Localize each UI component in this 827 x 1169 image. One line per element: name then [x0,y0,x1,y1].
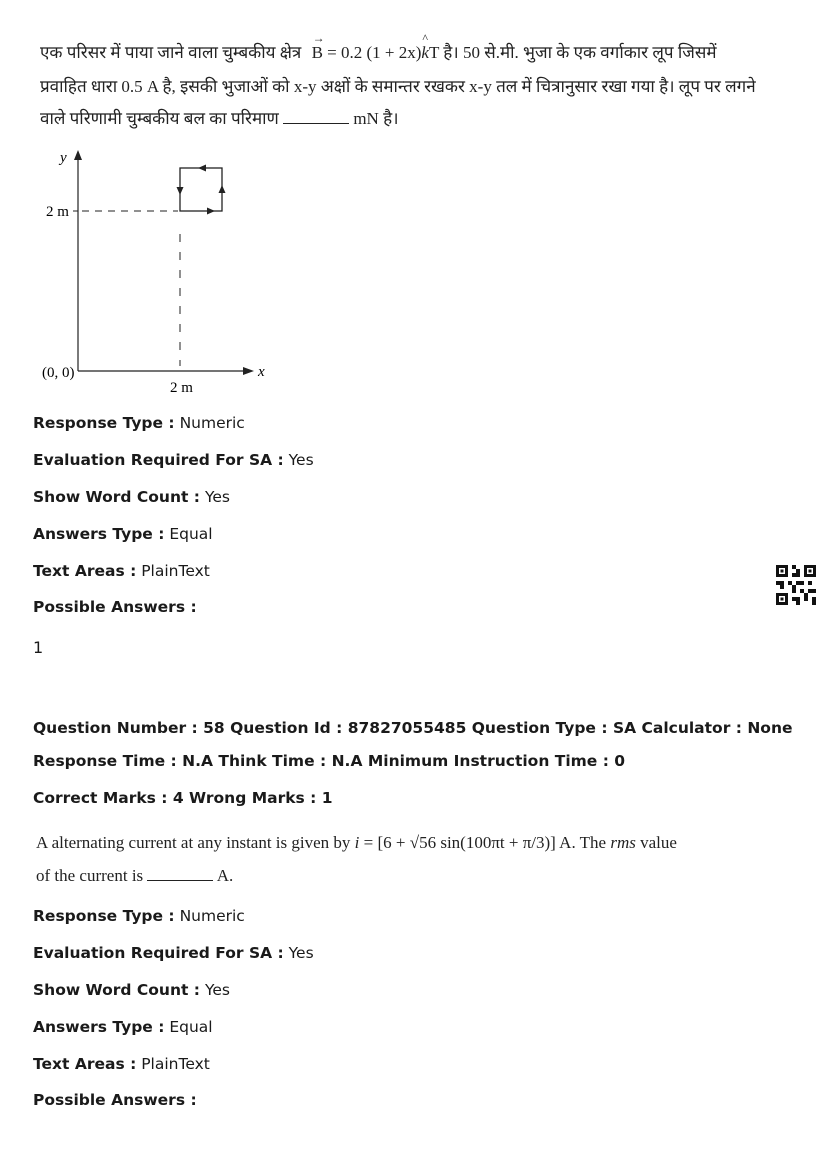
square-loop [180,168,222,211]
meta-value: Yes [204,981,230,999]
meta-value: Numeric [179,414,245,432]
meta-label: Evaluation Required For SA : [33,944,284,962]
x-axis-arrow-icon [243,367,254,375]
q57-line-1 [40,31,717,63]
q58-line1-pre: A alternating current at any instant is given by [36,833,351,852]
x-axis-label: x [258,364,265,380]
loop-arrow-right-icon [219,185,226,193]
q57-show-word-count [33,488,230,506]
q57-response-type [33,414,245,432]
q58-line-2 [36,866,233,886]
meta-value: Numeric [179,907,245,925]
meta-label: Answers Type : [33,525,165,543]
answer-blank [283,123,349,124]
unit-vec-letter: k [421,43,429,62]
qr-code-icon [776,565,816,605]
q58-possible-answers [33,1091,197,1109]
unit-vector-k [421,31,429,63]
q57-eval-required [33,451,314,469]
meta-label: Text Areas : [33,1055,137,1073]
meta-value: Yes [288,451,314,469]
q57-line1-post: है। 50 से.मी. भुजा के एक वर्गाकार लूप जिसमें [443,43,717,62]
meta-value: Yes [288,944,314,962]
q58-header-line-3: Correct Marks : 4 Wrong Marks : 1 [33,789,333,807]
field-expr: = 0.2 (1 + 2x) [327,43,422,62]
q58-line1-end: value [640,833,677,852]
x-tick-label: 2 m [170,380,193,396]
loop-arrow-left-icon [177,187,184,195]
field-vector [311,31,325,63]
loop-arrow-top-icon [198,165,206,172]
meta-label: Text Areas : [33,562,137,580]
hat-icon: ^ [422,31,429,45]
meta-label: Possible Answers : [33,598,197,616]
q57-answer-value: 1 [33,638,44,657]
q58-line2-pre: of the current is [36,866,144,885]
q57-line-2: प्रवाहित धारा 0.5 A है, इसकी भुजाओं को x-y अक्षों के समान्तर रखकर x-y तल में चित्रानुसार रखा गया है। लूप पर लगने [40,77,756,96]
meta-label: Response Type : [33,414,175,432]
q57-line1-pre: एक परिसर में पाया जाने वाला चुम्बकीय क्षेत्र [40,43,302,62]
q58-line2-post: A. [216,866,234,885]
q57-line3-post: mN है। [353,109,399,128]
meta-value: Equal [169,525,213,543]
meta-label: Show Word Count : [33,488,200,506]
q57-answers-type [33,525,213,543]
q58-answers-type [33,1018,213,1036]
meta-value: PlainText [141,562,210,580]
meta-label: Response Type : [33,907,175,925]
vector-arrow-icon: → [312,31,325,45]
q58-header-line-1: Question Number : 58 Question Id : 87827055485 Question Type : SA Calculator : None [33,719,793,737]
q58-line-1 [36,833,677,853]
y-tick-label: 2 m [46,204,69,220]
q57-line-3 [40,106,399,129]
meta-label: Answers Type : [33,1018,165,1036]
q57-possible-answers [33,598,197,616]
q58-line1-post: A. The [559,833,607,852]
field-symbol: B [311,43,323,62]
meta-label: Possible Answers : [33,1091,197,1109]
q57-line3-pre: वाले परिणामी चुम्बकीय बल का परिमाण [40,109,279,128]
meta-value: PlainText [141,1055,210,1073]
origin-label: (0, 0) [42,365,75,381]
y-axis-label: y [60,150,67,166]
loop-diagram [30,140,290,400]
y-axis-arrow-icon [74,150,82,160]
current-symbol: i [354,833,360,852]
loop-arrow-bottom-icon [207,208,215,215]
field-unit: T [428,43,440,62]
q57-text-areas [33,562,210,580]
meta-label: Evaluation Required For SA : [33,451,284,469]
q58-text-areas [33,1055,210,1073]
q58-header-line-2: Response Time : N.A Think Time : N.A Minimum Instruction Time : 0 [33,752,626,770]
meta-value: Yes [204,488,230,506]
meta-value: Equal [169,1018,213,1036]
q58-eval-required [33,944,314,962]
meta-label: Show Word Count : [33,981,200,999]
q58-show-word-count [33,981,230,999]
answer-blank [147,880,213,881]
rms-word: rms [610,833,636,852]
q58-response-type [33,907,245,925]
current-expr: = [6 + √56 sin(100πt + π/3)] [363,833,556,852]
